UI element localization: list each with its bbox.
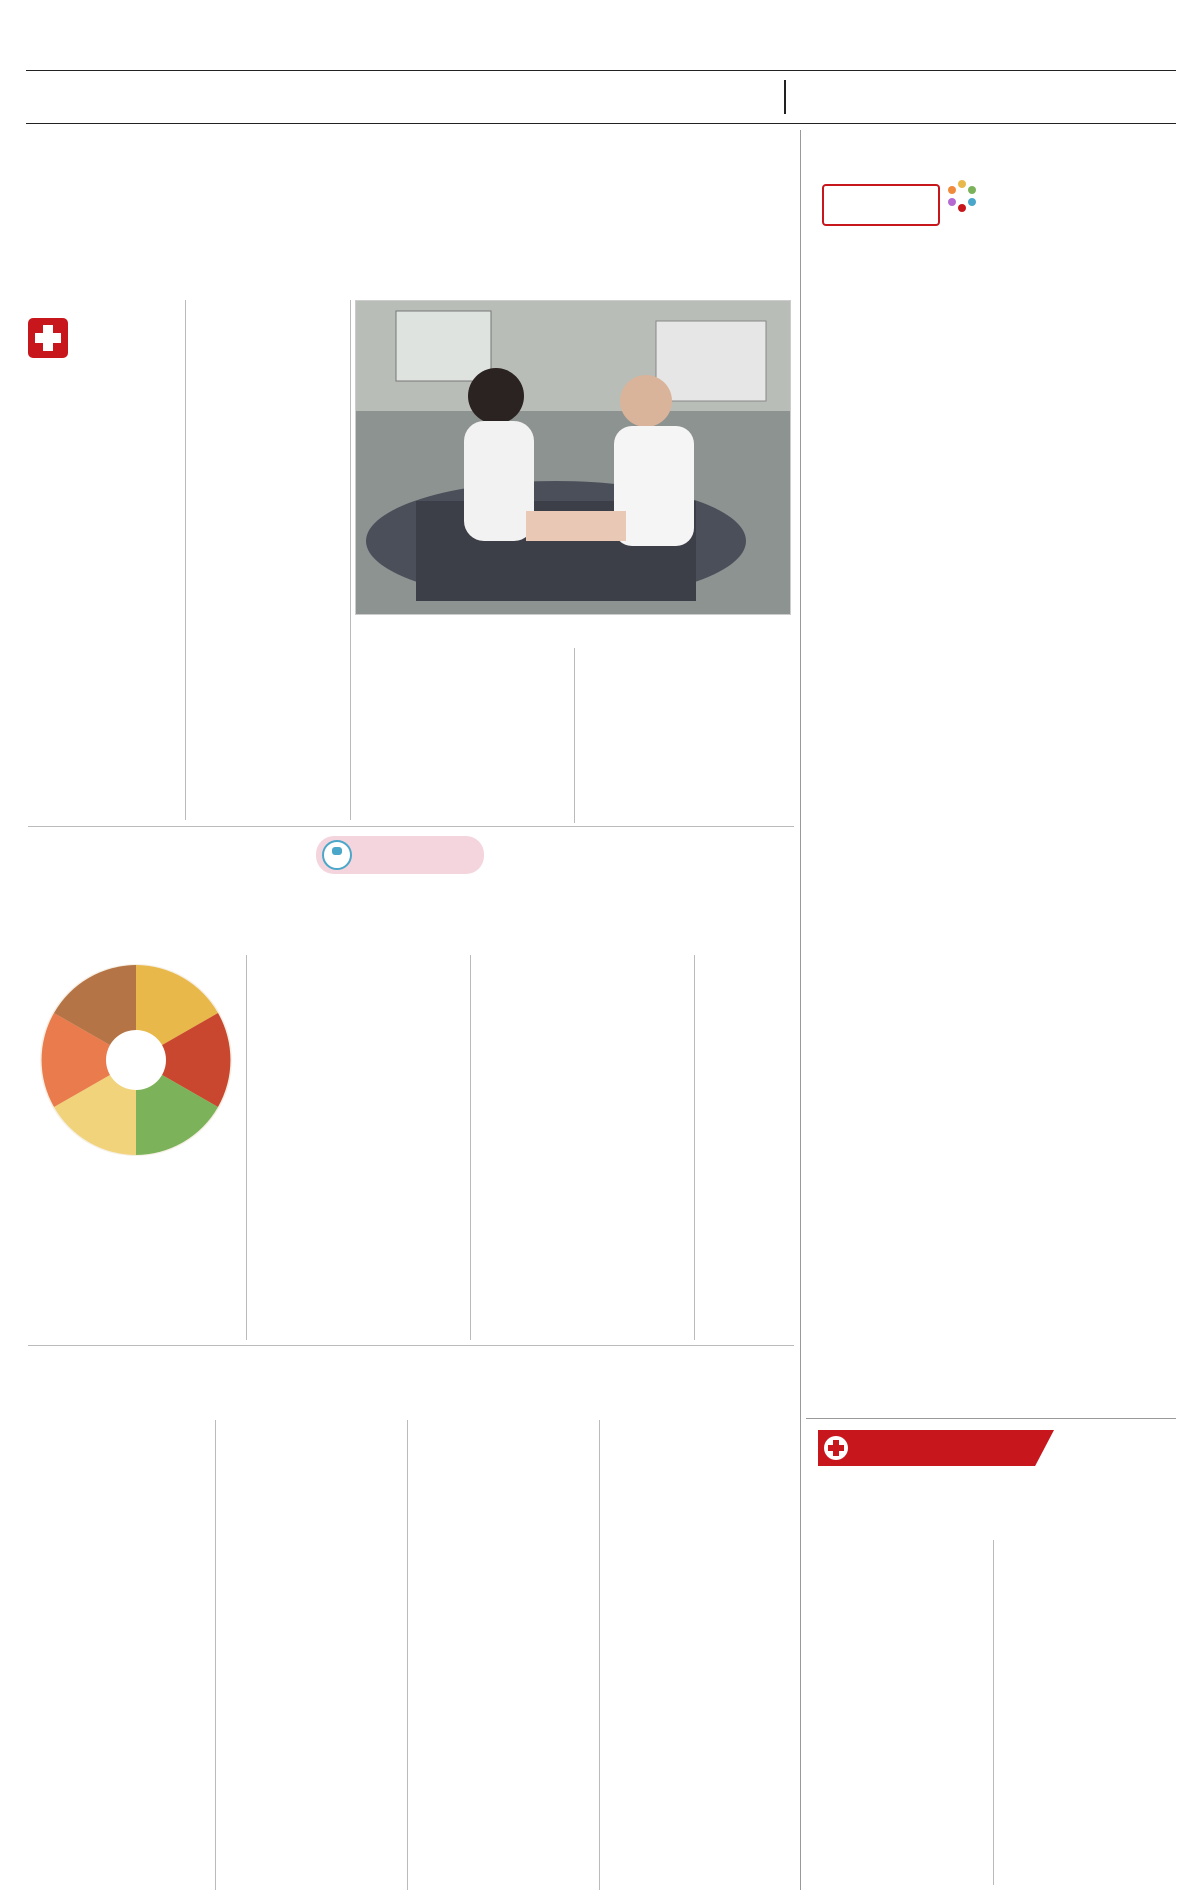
doctor-icon xyxy=(322,840,352,870)
masthead-divider xyxy=(784,80,786,114)
news1-col2 xyxy=(998,1540,1173,1890)
article2-col2 xyxy=(252,1172,464,1288)
article2-col3b xyxy=(476,1158,688,1340)
badge-baixing-yigai xyxy=(28,278,180,378)
article3-col2 xyxy=(220,1420,402,1886)
dots-decoration-icon xyxy=(944,178,980,214)
article3-col1 xyxy=(28,1420,210,1886)
article1-col1 xyxy=(28,385,180,815)
article2-col3 xyxy=(476,955,688,1131)
masthead-date xyxy=(190,78,199,93)
badge-yiwei-kuaixun xyxy=(818,1430,1054,1466)
cross-icon xyxy=(824,1436,848,1460)
badge-jiankang-huati xyxy=(822,184,940,226)
food-plate-illustration xyxy=(28,955,244,1165)
huati-text xyxy=(820,238,1100,1393)
masthead-top-rule xyxy=(26,70,1176,71)
article1-col2 xyxy=(190,303,345,823)
article3-col4 xyxy=(604,1420,794,1868)
masthead-bottom-rule xyxy=(26,123,1176,124)
badge-jiankang-jiaoyu xyxy=(316,836,484,874)
article1-photo xyxy=(355,300,791,615)
article1-col4 xyxy=(579,648,792,828)
article3-col3 xyxy=(412,1420,594,1886)
news1-col1 xyxy=(820,1540,988,1890)
article2-col1 xyxy=(28,1172,240,1268)
article1-col3 xyxy=(355,648,568,828)
medical-cross-icon xyxy=(28,318,68,358)
